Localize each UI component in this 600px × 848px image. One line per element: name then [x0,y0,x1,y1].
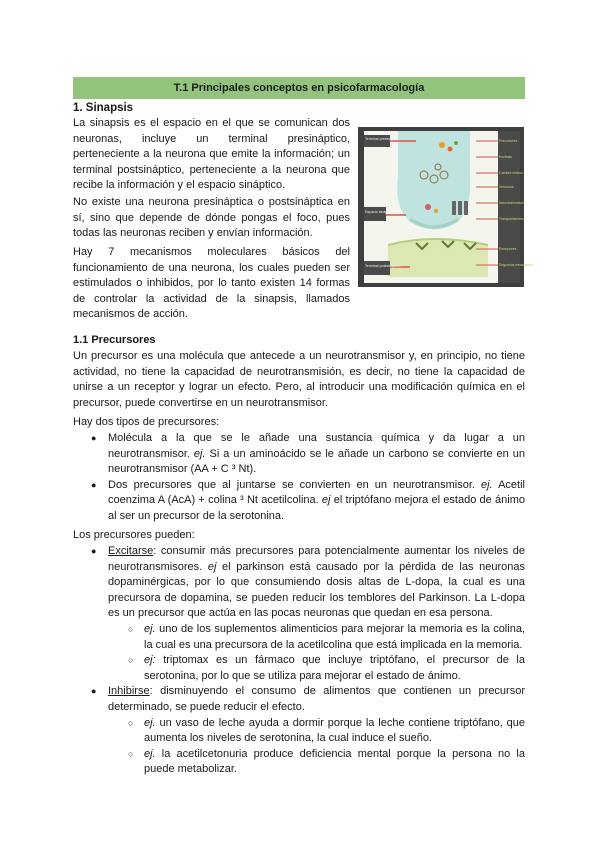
list-item: ● Molécula a la que se le añade una sustancia química y da lugar a un neurotransmisor. ej. Si a un aminoácido se le añade un carbono se convierte en un neurotransmisor (AA + C ³ Nt). [73,431,525,478]
label-postsynaptic: Terminal postsináptico [365,264,401,268]
page-title: T.1 Principales conceptos en psicofarmacología [73,77,525,99]
synapse-diagram-photo [358,127,533,287]
label-right-7: Segundos mensajeros [499,263,533,267]
paragraph-can-intro: Los precursores pueden: [73,529,195,541]
sublist-inhibirse [108,716,525,778]
list-item: ○ ej. la acetilcetonuria produce deficiencia mental porque la persona no la puede metabolizar. [108,747,525,778]
paragraph-precursor-definition: Un precursor es una molécula que antecede a un neurotransmisor y, en principio, no tiene actividad, no tiene la capacidad de neurotransmisión, es decir, no tiene la capacidad de unirse a un receptor y lograr un efecto. Pero, al introducir una modificación química en el precursor, puede convertirse en un neurotransmisor. [73,350,525,409]
section-heading-sinapsis: 1. Sinapsis [73,102,134,114]
list-precursor-types [73,431,525,525]
label-right-3: Vesículas [499,185,514,189]
label-right-2: Canales iónicos [499,171,523,175]
label-right-5: Transportadores [499,217,524,221]
paragraph-sinapsis-mechanisms: Hay 7 mecanismos moleculares básicos del funcionamiento de una neurona, los cuales pueden ser estimulados o inhibidos, por lo tanto existen 14 formas de controlar la actividad de la sinapsis, llamados mecanismos de acción. [73,246,350,321]
list-item: ● Dos precursores que al juntarse se convierten en un neurotransmisor. ej. Acetil coenzima A (AcA) + colina ³ Nt acetilcolina. ej el triptófano mejora el estado de ánimo al ser un precursor de la serotonina. [73,478,525,525]
synapse-diagram-svg [358,127,533,287]
label-right-6: Receptores [499,247,517,251]
label-right-1: Enzimas [499,155,513,159]
paragraph-sinapsis-focus: No existe una neurona presináptica o postsináptica en sí, sino que depende de dónde pongas el foco, pues todas las neuronas reciben y envían información. [73,196,350,240]
label-cleft: Espacio sináptico [365,210,393,214]
list-item-inhibirse: ● Inhibirse: disminuyendo el consumo de alimentos que contienen un precursor determinado, se puede reducir el efecto. ○ ej. un vaso de leche ayuda a dormir porque la leche contiene triptófano, que aumenta los niveles de serotonina, la cual induce el sueño. ○ ej. la acetilcetonuria produce deficiencia mental porque la persona no la puede metabolizar. [73,684,525,778]
list-item: ○ ej. un vaso de leche ayuda a dormir porque la leche contiene triptófano, que aumenta los niveles de serotonina, la cual induce el sueño. [108,716,525,747]
list-precursor-actions [73,544,525,778]
paragraph-sinapsis-definition: La sinapsis es el espacio en el que se comunican dos neuronas, incluye un terminal presináptico, perteneciente a la neurona que emite la información; un terminal postsináptico, perteneciente a la neurona que recibe la información y el espacio sináptico. [73,117,350,192]
label-right-0: Precursores [499,139,518,143]
sublist-excitarse [108,622,525,684]
list-item-excitarse: ● Excitarse: consumir más precursores para potencialmente aumentar los niveles de neurotransmisores. ej el parkinson está causado por la pérdida de las neuronas dopaminérgicas, por lo que consumiendo dosis altas de L-dopa, la cual es una precursora de dopamina, se pueden reducir los temblores del Parkinson. La L-dopa es un precursor que actúa en las pocas neuronas que quedan en esa persona. ○ ej. uno de los suplementos alimenticios para mejorar la memoria es la colina, la cual es una precursora de la acetilcolina que está implicada en la memoria. ○ ej: triptomax es un fármaco que incluye triptófano, el precursor de la serotonina, por lo que se utiliza para mejorar el estado de ánimo. [73,544,525,684]
list-item: ○ ej: triptomax es un fármaco que incluye triptófano, el precursor de la serotonina, por lo que se utiliza para mejorar el estado de ánimo. [108,653,525,684]
paragraph-types-intro: Hay dos tipos de precursores: [73,416,220,428]
label-presynaptic: Terminal presináptico [365,137,399,141]
section-heading-precursores: 1.1 Precursores [73,334,156,346]
label-right-4: Neurotransmisor [499,201,525,205]
list-item: ○ ej. uno de los suplementos alimenticios para mejorar la memoria es la colina, la cual es una precursora de la acetilcolina que está implicada en la memoria. [108,622,525,653]
